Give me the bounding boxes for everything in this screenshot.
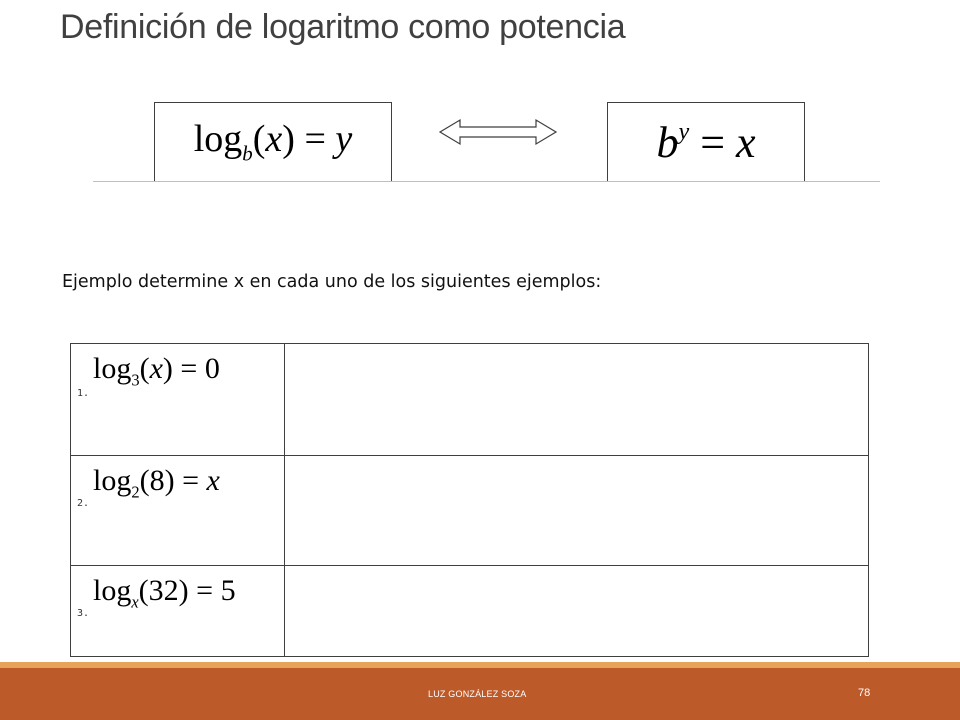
page-number: 78 — [858, 687, 871, 699]
example-number: 1. — [77, 388, 90, 399]
log-argument: (x) — [252, 118, 295, 161]
slide-title: Definición de logaritmo como potencia — [60, 8, 626, 46]
example-equation: $\log_x(32) = 5$ — [93, 574, 236, 612]
examples-table — [70, 343, 869, 657]
table-row — [71, 344, 868, 455]
answer-cell[interactable] — [285, 456, 868, 566]
footer-author: LUZ GONZÁLEZ SOZA — [428, 689, 527, 699]
answer-cell[interactable] — [285, 344, 868, 455]
log-function-name: log — [193, 118, 243, 161]
exponential-definition-formula — [656, 117, 755, 168]
double-arrow-icon — [438, 112, 558, 152]
exp-base: b — [656, 117, 679, 167]
log-definition-box — [154, 102, 392, 182]
table-row — [71, 455, 868, 566]
log-definition-formula — [194, 117, 353, 166]
answer-cell[interactable] — [285, 566, 868, 657]
example-number: 3. — [77, 608, 90, 619]
example-equation: $\log_2(8) = x$ — [93, 464, 220, 502]
exp-exponent: y — [678, 117, 690, 145]
exp-rhs: = x — [700, 117, 756, 167]
log-base: b — [242, 141, 253, 166]
example-equation: $\log_3(x) = 0$ — [93, 352, 220, 390]
table-row — [71, 565, 868, 657]
example-number: 2. — [77, 498, 90, 509]
exponential-definition-box — [607, 102, 805, 182]
exercise-prompt: Ejemplo determine x en cada uno de los siguientes ejemplos: — [62, 272, 602, 292]
footer-bar — [0, 668, 960, 720]
divider-line — [93, 181, 880, 182]
log-rhs: = y — [304, 118, 353, 161]
